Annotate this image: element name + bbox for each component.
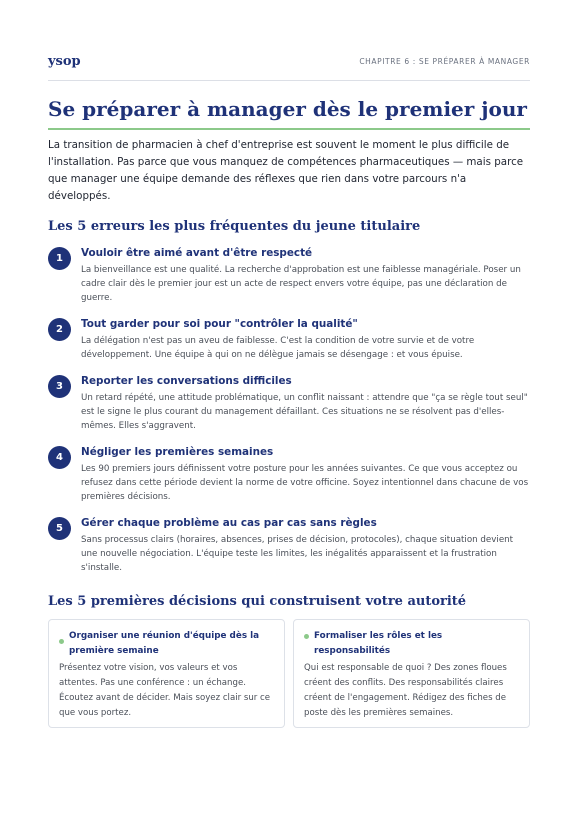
card-text: Présentez votre vision, vos valeurs et vos attentes. Pas une conférence : un échange. Écoutez avant de décider. Mais soyez clair sur ce que vous portez. [59,663,271,718]
card-title [304,629,519,658]
error-item [48,517,532,576]
error-text: Un retard répété, une attitude problématique, un conflit naissant : attendre que "ça se règle tout seul" est le signe le plus courant du management défaillant. Ces situations ne se résolvent pas d'elles-mêmes. Elles s'aggravent. [81,393,528,432]
step-number: 3 [48,375,71,398]
error-text: La bienveillance est une qualité. La recherche d'approbation est une faiblesse managériale. Poser un cadre clair dès le premier jour est un acte de respect envers votre équipe, pas une déclaration de guerre. [81,265,521,304]
page-title: Se préparer à manager dès le premier jour [48,96,530,130]
error-title: Vouloir être aimé avant d'être respecté [81,247,313,259]
error-text: La délégation n'est pas un aveu de faiblesse. C'est la condition de votre survie et de votre développement. Une équipe à qui on ne délègue jamais se désengage : et vous épuise. [81,336,475,361]
section-heading-decisions: Les 5 premières décisions qui construisent votre autorité [48,594,467,609]
card-title-text: Organiser une réunion d'équipe dès la première semaine [69,631,260,656]
card-title [59,629,274,658]
error-item [48,318,532,362]
bullet-dot-icon [304,634,309,639]
error-title: Reporter les conversations difficiles [81,375,292,387]
intro-paragraph: La transition de pharmacien à chef d'entreprise est souvent le moment le plus difficile de l'installation. Pas parce que vous manquez de compétences pharmaceutiques — mais parce que manager une équipe demande des réflexes que rien dans votre parcours n'a développés. [48,139,524,202]
chapter-label: CHAPITRE 6 : SE PRÉPARER À MANAGER [359,57,530,66]
error-item [48,247,532,306]
error-title: Négliger les premières semaines [81,446,274,458]
bullet-dot-icon [59,639,64,644]
error-title: Gérer chaque problème au cas par cas sans règles [81,517,377,529]
step-number: 1 [48,247,71,270]
step-number: 4 [48,446,71,469]
decision-cards [48,619,530,728]
section-heading-errors: Les 5 erreurs les plus fréquentes du jeune titulaire [48,219,421,234]
error-title: Tout garder pour soi pour "contrôler la qualité" [81,318,358,330]
card-title-text: Formaliser les rôles et les responsabilités [314,631,443,656]
decision-card [48,619,285,728]
error-text: Sans processus clairs (horaires, absences, prises de décision, protocoles), chaque situation devient une nouvelle négociation. L'équipe teste les limites, les inégalités apparaissent et la frustration s'installe. [81,535,514,574]
step-number: 5 [48,517,71,540]
card-text: Qui est responsable de quoi ? Des zones floues créent des conflits. Des responsabilités claires créent de l'engagement. Rédigez des fiches de poste dès les premières semaines. [304,663,507,718]
error-item [48,446,532,505]
brand-logo: ysop [48,54,81,69]
page-header [48,52,530,81]
decision-card [293,619,530,728]
error-text: Les 90 premiers jours définissent votre posture pour les années suivantes. Ce que vous acceptez ou refusez dans cette période devient la norme de votre officine. Soyez intentionnel dans chacune de vos premières décisions. [81,464,529,503]
error-item [48,375,532,434]
step-number: 2 [48,318,71,341]
